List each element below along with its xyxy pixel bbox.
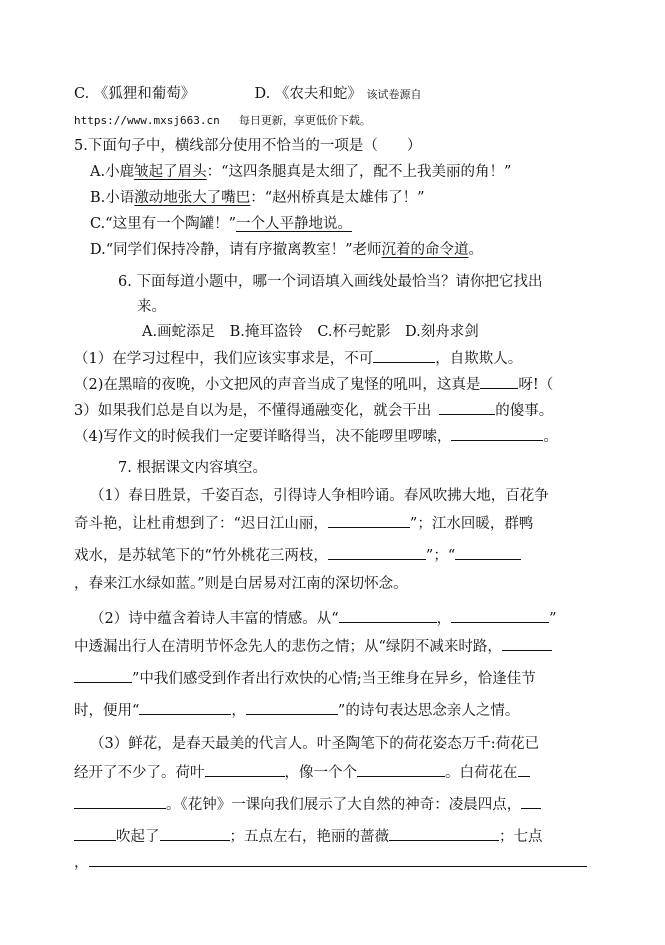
q7-p2-line2 bbox=[74, 636, 552, 657]
q5-c-underlined: 一个人平静地说。 bbox=[236, 216, 353, 232]
q6-s3-post: 的傻事。 bbox=[495, 403, 554, 419]
q7-p3-line2 bbox=[74, 762, 530, 783]
q7-p3-l4-post: ；七点 bbox=[499, 829, 543, 845]
answer-blank[interactable] bbox=[89, 852, 587, 867]
q7-p2-l4-post: ”的诗句表达思念亲人之情。 bbox=[337, 703, 520, 719]
answer-blank[interactable] bbox=[139, 700, 231, 715]
q7-p3-line3 bbox=[74, 794, 541, 815]
q6-s3-pre: 3）如果我们总是自以为是，不懂得通融变化，就会干出 bbox=[74, 403, 432, 419]
option-d: D. 《农夫和蛇》 bbox=[254, 86, 362, 102]
q6-stem-line2: 来。 bbox=[137, 299, 166, 315]
source-note: 该试卷源自 bbox=[366, 88, 422, 101]
q6-stem-line1: 6. 下面每道小题中，哪一个词语填入画线处最恰当？请你把它找出 bbox=[118, 274, 543, 290]
q7-p2-l1-sep: ， bbox=[436, 611, 452, 627]
q6-s2-post: 呀!（ bbox=[518, 377, 554, 393]
answer-blank[interactable] bbox=[439, 400, 495, 415]
source-line bbox=[74, 110, 371, 131]
q7-p3-l2-mid: ，像一个个 bbox=[284, 765, 357, 781]
answer-blank[interactable] bbox=[357, 762, 445, 777]
q7-p3-l4-mid2: ；五点左右，艳丽的蔷薇 bbox=[229, 829, 389, 845]
q7-p2-line1 bbox=[90, 608, 557, 629]
q6-sentence-1 bbox=[74, 348, 522, 369]
q7-p2-l4-sep: ， bbox=[231, 703, 246, 719]
answer-blank[interactable] bbox=[74, 826, 116, 841]
q5-b-underlined: 激动地张大了嘴巴 bbox=[134, 190, 251, 206]
q7-p3-l4-mid: 吹起了 bbox=[116, 829, 160, 845]
q6-s2-pre: （2)在黑暗的夜晚，小文把风的声音当成了鬼怪的吼叫，这真是 bbox=[74, 377, 481, 393]
q5-a-post: ：“这四条腿真是太细了，配不上我美丽的角！” bbox=[206, 164, 512, 180]
q7-p2-l4-pre: 时，便用“ bbox=[74, 703, 140, 719]
q7-p3-line1: （3）鲜花，是春天最美的代言人。叶圣陶笔下的荷花姿态万千:荷花已 bbox=[90, 736, 540, 752]
answer-blank[interactable] bbox=[328, 545, 426, 560]
answer-blank[interactable] bbox=[451, 426, 543, 441]
answer-blank[interactable] bbox=[160, 826, 230, 841]
answer-blank[interactable] bbox=[373, 348, 435, 363]
q5-b-pre: B.小语 bbox=[90, 190, 135, 206]
q7-stem: 7. 根据课文内容填空。 bbox=[118, 460, 267, 476]
answer-blank[interactable] bbox=[451, 608, 549, 623]
option-c-d-line bbox=[74, 84, 421, 105]
q7-p1-line1: （1）春日胜景，千姿百态，引得诗人争相吟诵。春风吹拂大地，百花争 bbox=[90, 488, 549, 504]
q5-option-d bbox=[90, 240, 483, 260]
q5-d-post: 。 bbox=[468, 242, 484, 258]
q7-p1-l2-pre: 奇斗艳，让杜甫想到了：“迟日江山丽， bbox=[74, 516, 328, 532]
q6-sentence-4 bbox=[74, 426, 558, 447]
q7-p3-l2-post: 。白荷花在 bbox=[445, 765, 518, 781]
q6-s1-post: ，自欺欺人。 bbox=[435, 351, 523, 367]
answer-blank[interactable] bbox=[521, 794, 541, 809]
q7-p1-l3-mid: ”；“ bbox=[425, 548, 456, 564]
q5-option-a bbox=[90, 162, 511, 182]
q5-d-pre: D.“同学们保持冷静，请有序撤离教室！”老师 bbox=[90, 242, 382, 258]
q5-b-post: ：“赵州桥真是太雄伟了！” bbox=[250, 190, 425, 206]
q7-p2-l1-post: ” bbox=[549, 611, 557, 627]
q7-p2-l2-pre: 中透漏出行人在清明节怀念先人的悲伤之情；从“绿阴不减来时路， bbox=[74, 639, 502, 655]
q5-a-underlined: 皱起了眉头 bbox=[134, 164, 207, 180]
answer-blank[interactable] bbox=[246, 700, 338, 715]
q7-p3-l3-mid: 。《花钟》一课向我们展示了大自然的神奇：凌晨四点， bbox=[166, 797, 522, 813]
q5-a-pre: A.小鹿 bbox=[90, 164, 135, 180]
q5-option-c bbox=[90, 214, 352, 234]
q7-p3-line5 bbox=[74, 852, 587, 873]
q7-p1-l3-pre: 戏水，是苏轼笔下的“竹外桃花三两枝， bbox=[74, 548, 328, 564]
q7-p3-line4 bbox=[74, 826, 543, 847]
answer-blank[interactable] bbox=[455, 545, 521, 560]
q7-p1-line2 bbox=[74, 513, 533, 534]
answer-blank[interactable] bbox=[328, 513, 410, 528]
answer-blank[interactable] bbox=[502, 636, 552, 651]
q5-stem: 5.下面句子中，横线部分使用不恰当的一项是（ ） bbox=[74, 138, 422, 154]
q7-p3-l2-pre: 经开了不少了。荷叶 bbox=[74, 765, 205, 781]
answer-blank[interactable] bbox=[339, 608, 437, 623]
q5-c-pre: C.“这里有一个陶罐！” bbox=[90, 216, 237, 232]
q5-d-underlined: 沉着的命令道 bbox=[381, 242, 469, 258]
source-url: https://www.mxsj663.cn bbox=[74, 114, 220, 127]
q7-p1-l2-post: ”；江水回暖，群鸭 bbox=[409, 516, 534, 532]
q6-sentence-2 bbox=[74, 374, 553, 395]
q6-s1-pre: （1）在学习过程中，我们应该实事求是，不可 bbox=[74, 351, 374, 367]
q6-s4-post: 。 bbox=[543, 429, 558, 445]
q6-options: A.画蛇添足 B.掩耳盗铃 C.杯弓蛇影 D.刻舟求剑 bbox=[142, 324, 479, 340]
q5-option-b bbox=[90, 188, 425, 208]
answer-blank[interactable] bbox=[480, 374, 518, 389]
source-update-note: 每日更新，享更低价下载。 bbox=[238, 114, 371, 127]
answer-blank[interactable] bbox=[389, 826, 499, 841]
answer-blank[interactable] bbox=[205, 762, 285, 777]
answer-blank[interactable] bbox=[518, 762, 530, 777]
answer-blank[interactable] bbox=[74, 794, 166, 809]
q7-p1-line3 bbox=[74, 545, 521, 566]
answer-blank[interactable] bbox=[74, 668, 132, 683]
q7-p3-l5-pre: ， bbox=[74, 855, 89, 871]
q7-p1-line4: ，春来江水绿如蓝。”则是白居易对江南的深切怀念。 bbox=[74, 576, 408, 592]
q6-sentence-3 bbox=[74, 400, 553, 421]
option-c: C. 《狐狸和葡萄》 bbox=[74, 86, 196, 102]
q7-p2-l1-pre: （2）诗中蕴含着诗人丰富的情感。从“ bbox=[90, 611, 339, 627]
q6-s4-pre: （4)写作文的时候我们一定要详略得当，决不能啰里啰嗦， bbox=[74, 429, 452, 445]
q7-p2-l3-post: ”中我们感受到作者出行欢快的心情;当王维身在异乡，恰逢佳节 bbox=[132, 671, 536, 687]
q7-p2-line4 bbox=[74, 700, 519, 721]
q7-p2-line3 bbox=[74, 668, 536, 689]
